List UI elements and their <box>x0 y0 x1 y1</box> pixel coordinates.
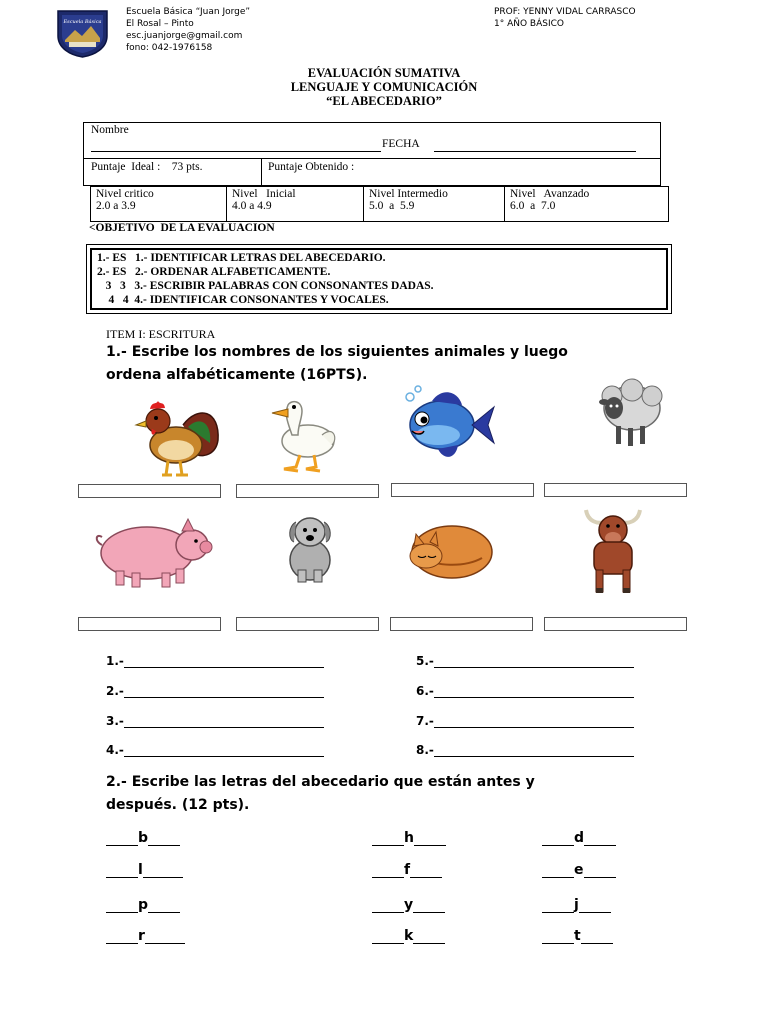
answer-blank-before[interactable] <box>542 863 574 878</box>
objective-3: 3 3 3.- ESCRIBIR PALABRAS CON CONSONANTES DADAS. <box>97 280 434 292</box>
school-name: Escuela Básica “Juan Jorge” <box>126 7 251 17</box>
objective-2: 2.- ES 2.- ORDENAR ALFABETICAMENTE. <box>97 266 331 278</box>
level-range: 6.0 a 7.0 <box>510 200 556 212</box>
title-line-3: “EL ABECEDARIO” <box>326 94 442 108</box>
rooster-image <box>128 395 228 480</box>
answer-blank-after[interactable] <box>413 898 445 913</box>
letter-exercise <box>106 928 185 944</box>
list-number: 4.- <box>106 743 124 757</box>
question1-line1: 1.- Escribe los nombres de los siguientes animales y luego <box>106 344 568 360</box>
objective-label: <OBJETIVO DE LA EVALUACION <box>89 222 275 234</box>
animal-answer-box-7[interactable] <box>390 617 533 631</box>
sheep-image <box>594 370 664 450</box>
given-letter: h <box>404 830 414 846</box>
list-number: 3.- <box>106 714 124 728</box>
item1-label: ITEM I: ESCRITURA <box>106 327 216 341</box>
letter-exercise <box>372 830 446 846</box>
title-line-2: LENGUAJE Y COMUNICACIÓN <box>290 80 478 94</box>
objectives-box <box>86 244 672 314</box>
list-answer-line[interactable] <box>124 715 324 728</box>
list-number: 1.- <box>106 654 124 668</box>
animal-answer-box-4[interactable] <box>544 483 687 497</box>
list-answer-line[interactable] <box>434 715 634 728</box>
duck-image <box>262 395 342 475</box>
name-label: Nombre <box>91 124 129 136</box>
level-avanzado <box>505 187 669 222</box>
answer-blank-before[interactable] <box>106 831 138 846</box>
list-item-1 <box>106 654 324 668</box>
animal-answer-box-6[interactable] <box>236 617 379 631</box>
letter-exercise <box>372 862 442 878</box>
answer-blank-after[interactable] <box>148 898 180 913</box>
answer-blank-after[interactable] <box>579 898 611 913</box>
answer-blank-after[interactable] <box>410 863 442 878</box>
table-divider <box>84 158 660 159</box>
list-number: 8.- <box>416 743 434 757</box>
objective-4: 4 4 4.- IDENTIFICAR CONSONANTES Y VOCALES. <box>97 294 389 306</box>
fish-image <box>398 383 498 463</box>
list-number: 2.- <box>106 684 124 698</box>
school-address: El Rosal – Pinto <box>126 19 194 29</box>
letter-exercise <box>372 897 445 913</box>
level-name: Nivel Intermedio <box>369 188 448 200</box>
level-name: Nivel critico <box>96 188 154 200</box>
list-item-3 <box>106 714 324 728</box>
name-field[interactable] <box>91 151 381 152</box>
given-letter: l <box>138 862 143 878</box>
list-answer-line[interactable] <box>124 744 324 757</box>
question2-line2: después. (12 pts). <box>106 797 250 813</box>
given-letter: y <box>404 897 414 913</box>
answer-blank-after[interactable] <box>584 831 616 846</box>
given-letter: e <box>574 862 584 878</box>
date-field[interactable] <box>434 151 636 152</box>
answer-blank-after[interactable] <box>414 831 446 846</box>
letter-exercise <box>106 897 180 913</box>
letter-exercise <box>542 897 611 913</box>
animal-answer-box-8[interactable] <box>544 617 687 631</box>
list-item-7 <box>416 714 634 728</box>
answer-blank-before[interactable] <box>106 929 138 944</box>
answer-blank-before[interactable] <box>542 898 574 913</box>
answer-blank-after[interactable] <box>584 863 616 878</box>
list-item-5 <box>416 654 634 668</box>
level-name: Nivel Avanzado <box>510 188 590 200</box>
ideal-score: Puntaje Ideal : 73 pts. <box>91 161 203 173</box>
table-col-divider <box>261 158 262 186</box>
answer-blank-before[interactable] <box>372 831 404 846</box>
list-number: 7.- <box>416 714 434 728</box>
list-item-8 <box>416 743 634 757</box>
answer-blank-before[interactable] <box>372 929 404 944</box>
title-line-1: EVALUACIÓN SUMATIVA <box>307 66 461 80</box>
school-email: esc.juanjorge@gmail.com <box>126 31 243 41</box>
list-number: 6.- <box>416 684 434 698</box>
level-range: 4.0 a 4.9 <box>232 200 272 212</box>
level-critico <box>91 187 227 222</box>
date-label: FECHA <box>382 138 420 150</box>
answer-blank-after[interactable] <box>145 929 185 944</box>
teacher-name: PROF: YENNY VIDAL CARRASCO <box>494 7 636 17</box>
list-item-4 <box>106 743 324 757</box>
animal-answer-box-1[interactable] <box>78 484 221 498</box>
given-letter: r <box>138 928 145 944</box>
level-name: Nivel Inicial <box>232 188 296 200</box>
list-answer-line[interactable] <box>434 655 634 668</box>
list-item-2 <box>106 684 324 698</box>
level-intermedio <box>364 187 505 222</box>
question1-line2: ordena alfabéticamente (16PTS). <box>106 367 368 383</box>
list-number: 5.- <box>416 654 434 668</box>
answer-blank-after[interactable] <box>581 929 613 944</box>
cat-image <box>404 518 494 580</box>
letter-exercise <box>542 862 616 878</box>
level-range: 2.0 a 3.9 <box>96 200 136 212</box>
letter-exercise <box>106 830 180 846</box>
given-letter: f <box>404 862 411 878</box>
school-phone: fono: 042-1976158 <box>126 43 213 53</box>
given-letter: k <box>404 928 414 944</box>
answer-blank-before[interactable] <box>372 898 404 913</box>
given-letter: t <box>574 928 581 944</box>
letter-exercise <box>106 862 183 878</box>
obtained-score: Puntaje Obtenido : <box>268 161 355 173</box>
dog-image <box>280 512 340 584</box>
answer-blank-before[interactable] <box>106 863 138 878</box>
given-letter: j <box>574 897 579 913</box>
answer-blank-before[interactable] <box>106 898 138 913</box>
level-range: 5.0 a 5.9 <box>369 200 415 212</box>
given-letter: p <box>138 897 149 913</box>
info-table <box>83 122 661 186</box>
answer-blank-after[interactable] <box>413 929 445 944</box>
level-inicial <box>227 187 364 222</box>
grade-level: 1° AÑO BÁSICO <box>494 19 564 29</box>
animal-answer-box-3[interactable] <box>391 483 534 497</box>
given-letter: d <box>574 830 585 846</box>
given-letter: b <box>138 830 149 846</box>
letter-exercise <box>372 928 445 944</box>
bull-image <box>582 504 644 596</box>
objective-1: 1.- ES 1.- IDENTIFICAR LETRAS DEL ABECEDARIO. <box>97 252 386 264</box>
letter-exercise <box>542 928 613 944</box>
animal-answer-box-2[interactable] <box>236 484 379 498</box>
answer-blank-after[interactable] <box>143 863 183 878</box>
pig-image <box>92 515 217 590</box>
list-answer-line[interactable] <box>434 685 634 698</box>
answer-blank-before[interactable] <box>542 831 574 846</box>
animal-answer-box-5[interactable] <box>78 617 221 631</box>
list-answer-line[interactable] <box>124 685 324 698</box>
letter-exercise <box>542 830 616 846</box>
school-logo <box>55 8 110 58</box>
svg-text:Escuela Básica: Escuela Básica <box>63 19 102 25</box>
list-answer-line[interactable] <box>124 655 324 668</box>
answer-blank-before[interactable] <box>542 929 574 944</box>
question2-line1: 2.- Escribe las letras del abecedario que están antes y <box>106 774 535 790</box>
levels-table <box>90 186 669 222</box>
answer-blank-before[interactable] <box>372 863 404 878</box>
list-answer-line[interactable] <box>434 744 634 757</box>
answer-blank-after[interactable] <box>148 831 180 846</box>
list-item-6 <box>416 684 634 698</box>
